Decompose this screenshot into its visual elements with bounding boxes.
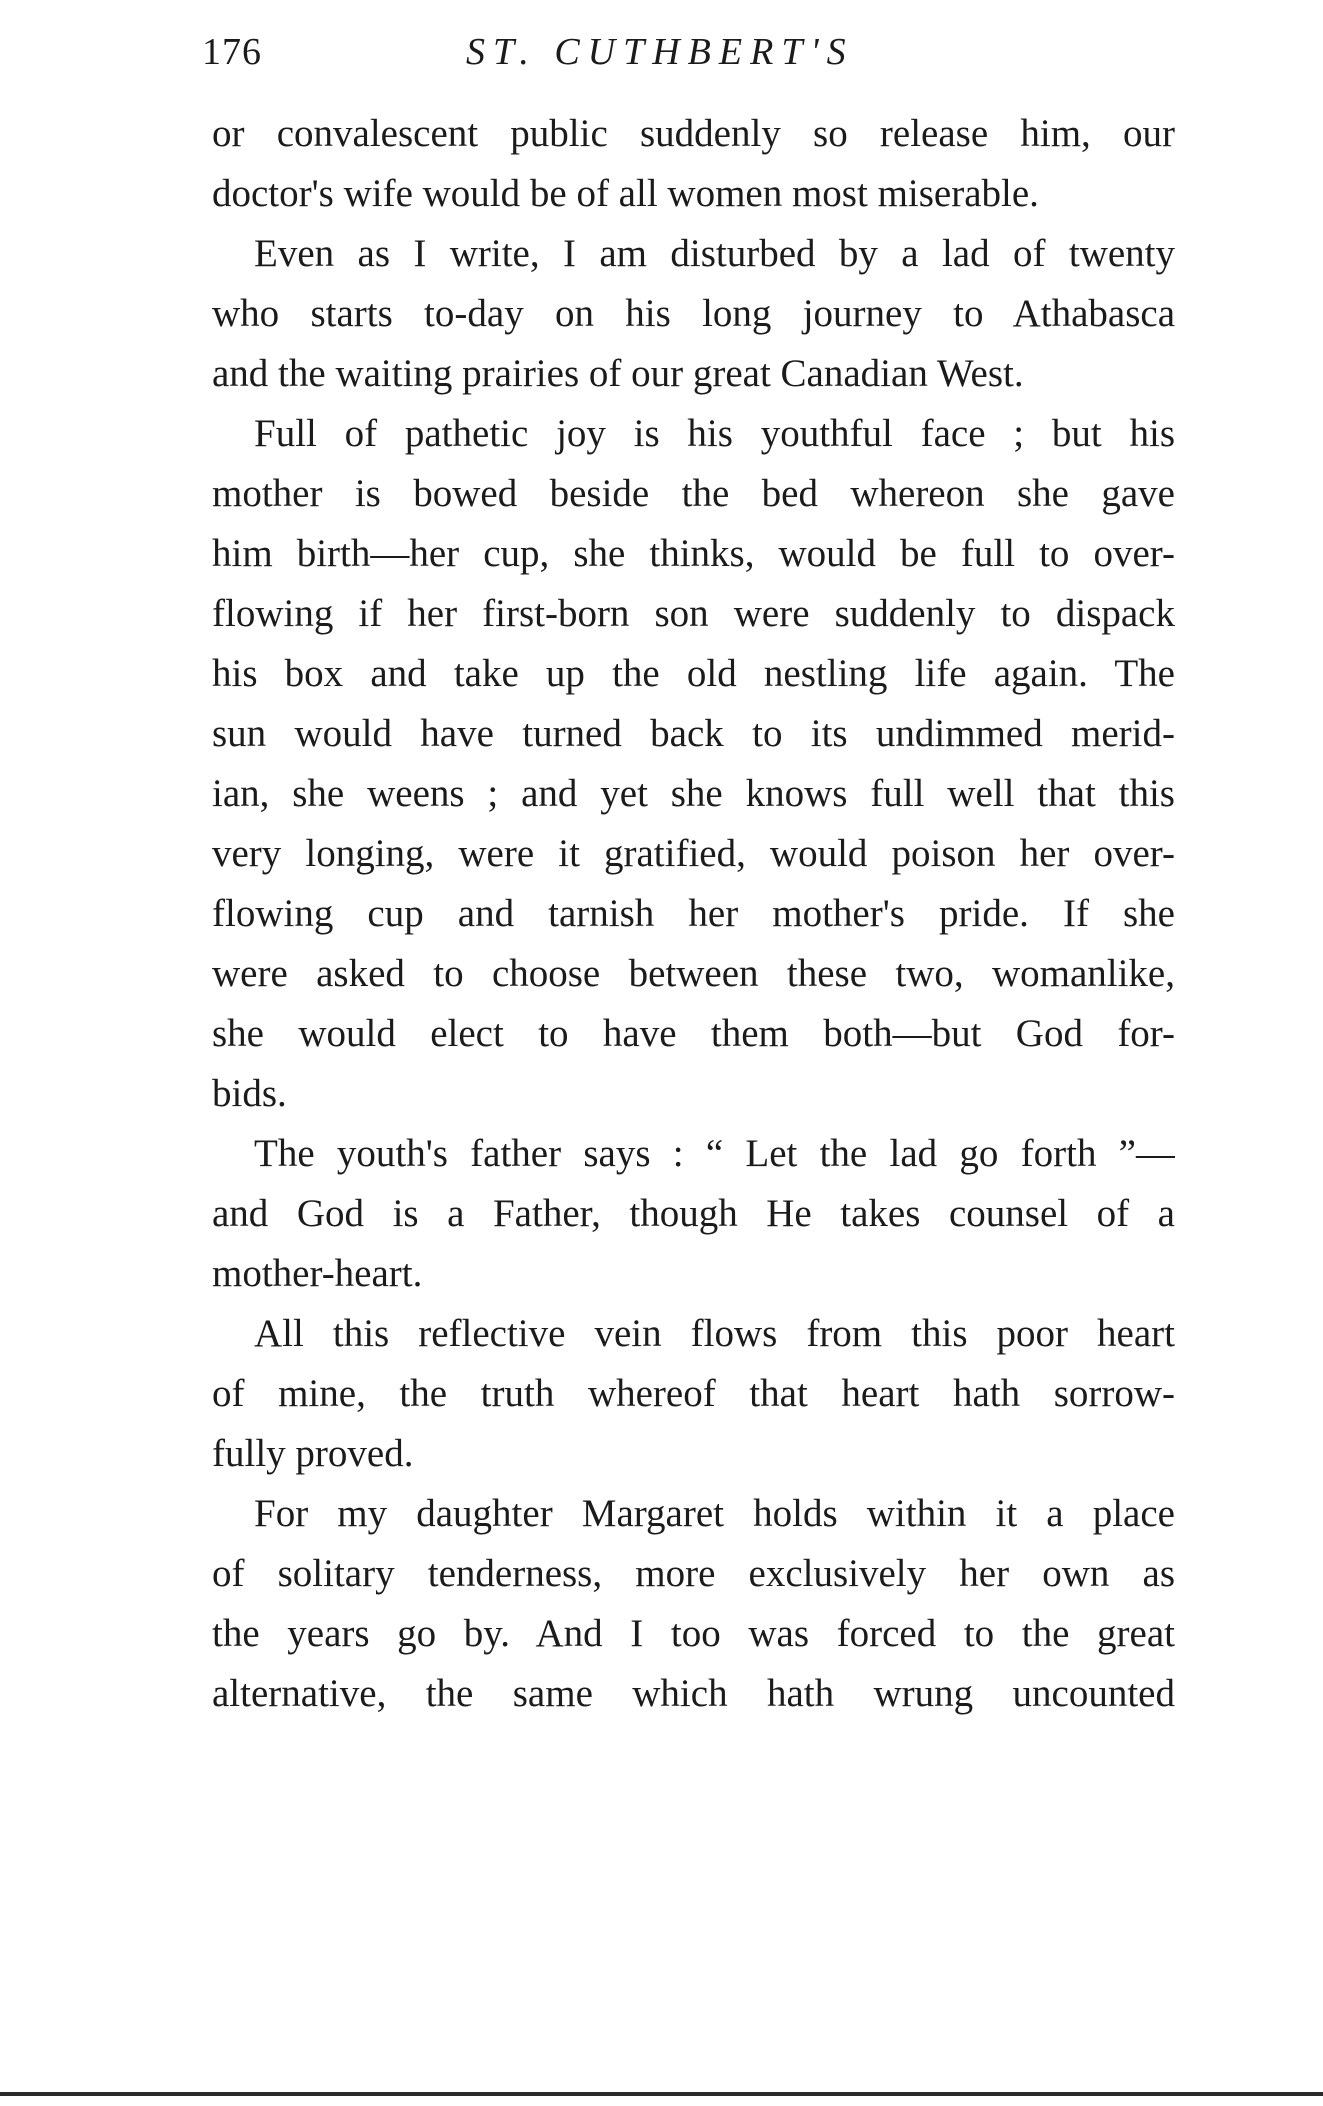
text-line: Full of pathetic joy is his youthful face ; but his [254, 412, 1175, 455]
text-line: who starts to-day on his long journey to Athabasca [212, 292, 1175, 335]
running-title: ST. CUTHBERT'S [466, 31, 854, 73]
text-line: For my daughter Margaret holds within it a place [254, 1492, 1175, 1535]
page-number: 176 [202, 31, 262, 73]
text-line: were asked to choose between these two, womanlike, [212, 952, 1175, 995]
bottom-edge-rule [0, 2092, 1323, 2096]
text-line: flowing cup and tarnish her mother's pride. If she [212, 892, 1175, 935]
text-line: very longing, were it gratified, would poison her over- [212, 832, 1175, 875]
text-line: and God is a Father, though He takes counsel of a [212, 1192, 1175, 1235]
text-line: and the waiting prairies of our great Canadian West. [212, 352, 1024, 395]
text-line: bids. [212, 1072, 287, 1115]
text-line: mother-heart. [212, 1252, 423, 1295]
text-line: mother is bowed beside the bed whereon she gave [212, 472, 1175, 515]
body-text [212, 104, 1175, 1724]
text-line: she would elect to have them both—but God for- [212, 1012, 1175, 1055]
text-line: him birth—her cup, she thinks, would be full to over- [212, 532, 1175, 575]
text-line: or convalescent public suddenly so release him, our [212, 112, 1175, 155]
text-line: The youth's father says : “ Let the lad go forth ”— [254, 1132, 1175, 1175]
text-line: All this reflective vein flows from this poor heart [254, 1312, 1175, 1355]
text-line: his box and take up the old nestling life again. The [212, 652, 1175, 695]
text-line: Even as I write, I am disturbed by a lad of twenty [254, 232, 1175, 275]
text-line: doctor's wife would be of all women most miserable. [212, 172, 1039, 215]
text-line: ian, she weens ; and yet she knows full well that this [212, 772, 1175, 815]
text-line: the years go by. And I too was forced to the great [212, 1612, 1175, 1655]
text-line: fully proved. [212, 1432, 414, 1475]
text-line: flowing if her first-born son were suddenly to dispack [212, 592, 1175, 635]
text-line: alternative, the same which hath wrung uncounted [212, 1672, 1175, 1715]
text-line: of solitary tenderness, more exclusively her own as [212, 1552, 1175, 1595]
text-line: of mine, the truth whereof that heart hath sorrow- [212, 1372, 1175, 1415]
text-line: sun would have turned back to its undimmed merid- [212, 712, 1175, 755]
